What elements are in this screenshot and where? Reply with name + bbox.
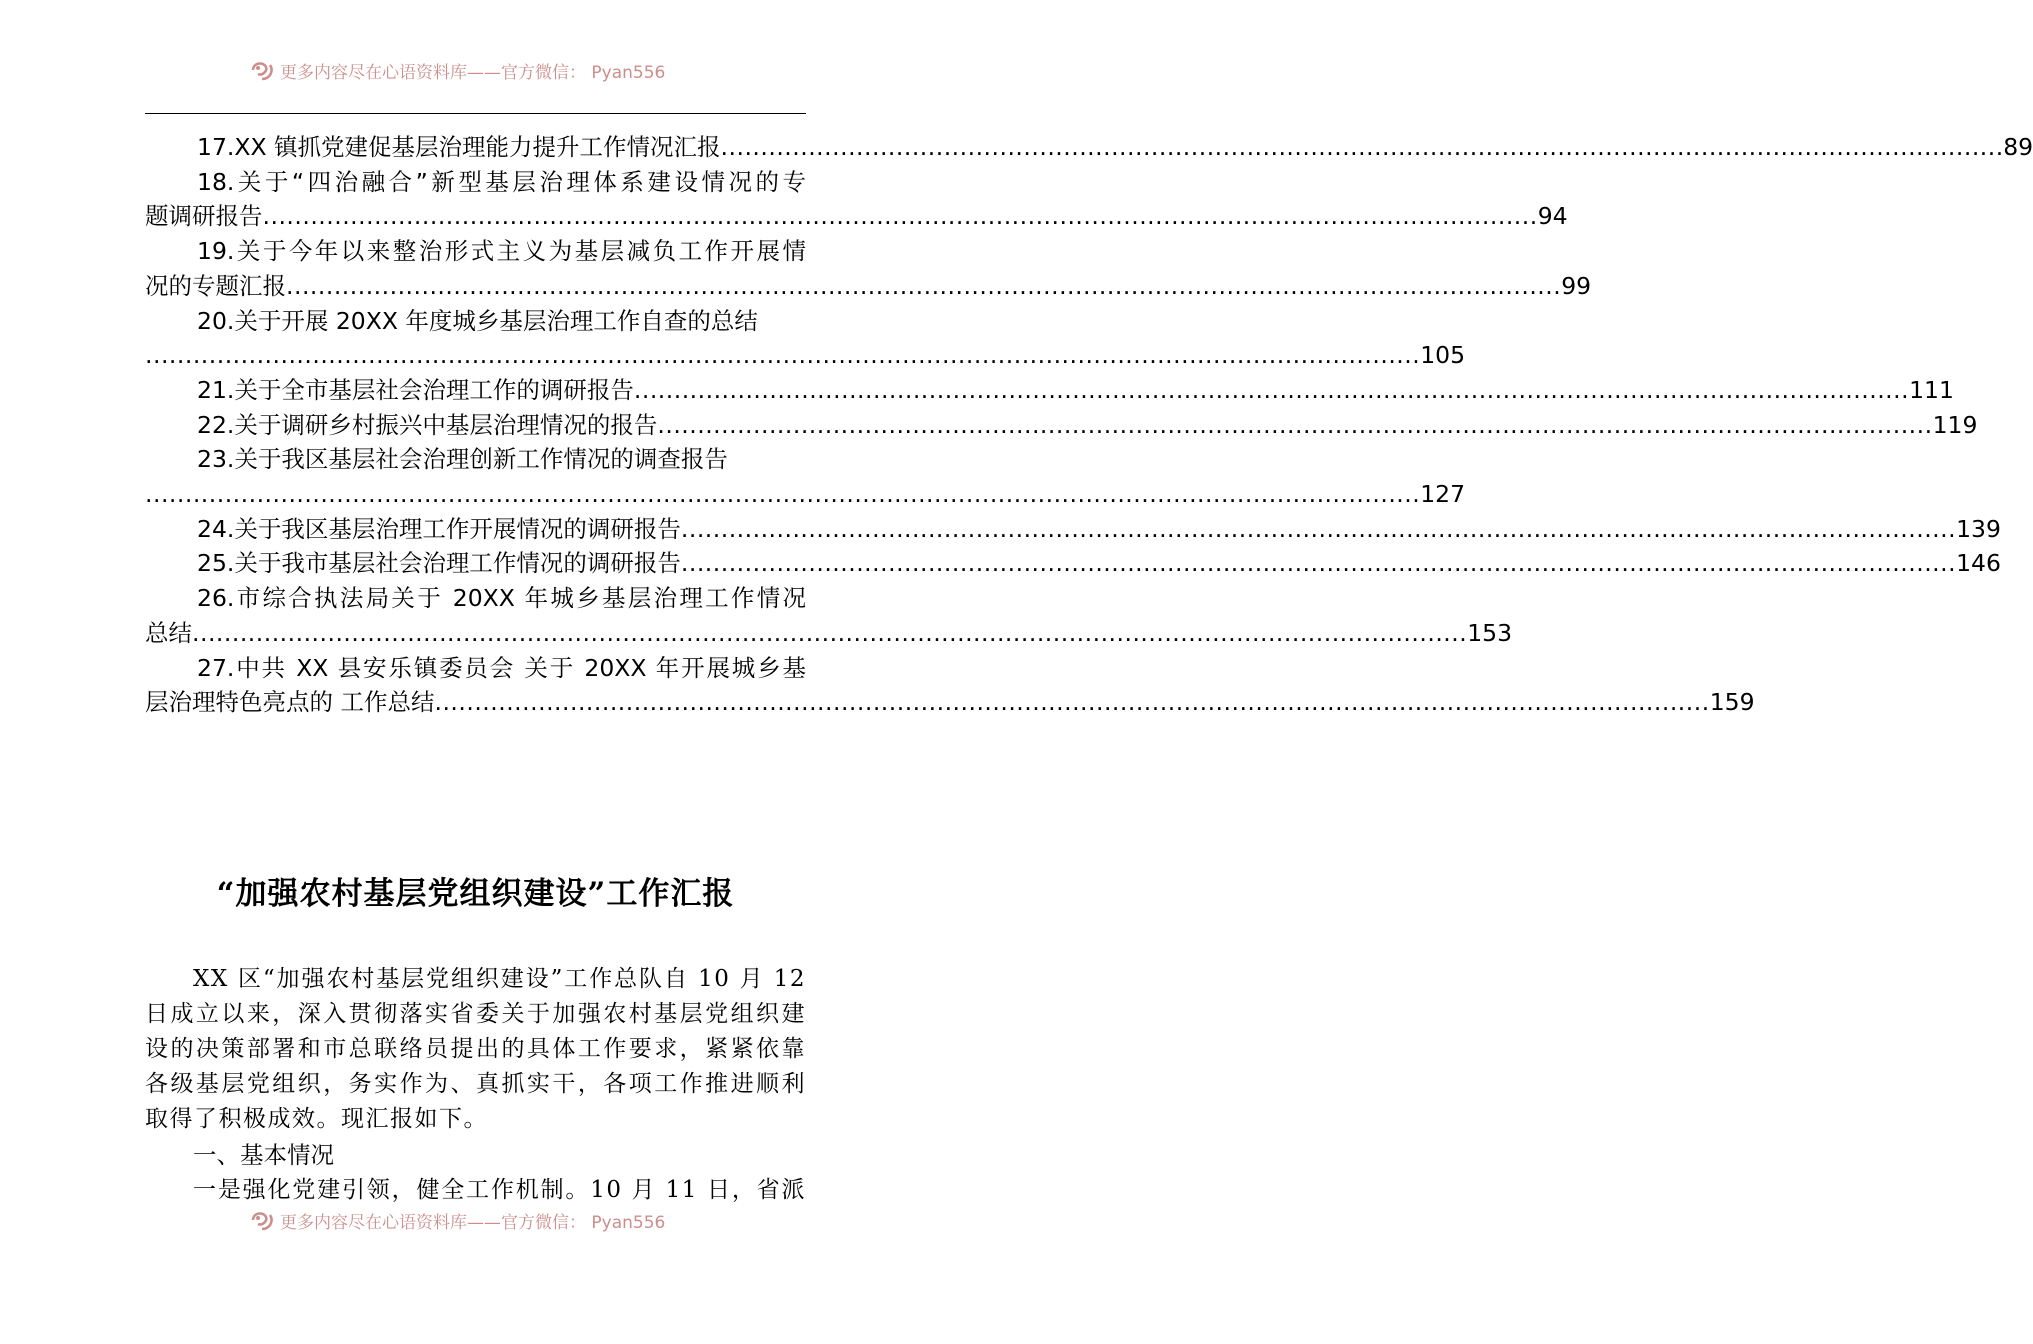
watermark-text: 更多内容尽在心语资料库——官方微信： Pyan556 — [280, 1212, 666, 1233]
toc-entry-title: 27.中共 XX 县安乐镇委员会 关于 20XX 年开展城乡基 — [197, 653, 806, 682]
toc-entry[interactable] — [145, 512, 2001, 547]
toc-page-number: 99 — [1561, 271, 1592, 300]
toc-entry-title-continued: 况的专题汇报 — [145, 271, 286, 300]
toc-page-number: 105 — [1420, 341, 1466, 370]
toc-entry-title: 23.关于我区基层社会治理创新工作情况的调查报告 — [197, 445, 728, 474]
toc-page-number: 119 — [1932, 410, 1978, 439]
toc-leader-dots: ................................................................................................................................................................ — [680, 549, 1957, 578]
header-rule — [145, 113, 806, 114]
body-paragraph-continued: 一是强化党建引领，健全工作机制。10 月 11 日，省派 — [193, 1177, 806, 1203]
logo-icon — [250, 1209, 276, 1231]
toc-entry-title: 17.XX 镇抓党建促基层治理能力提升工作情况汇报 — [197, 133, 721, 161]
toc-page-number: 127 — [1420, 480, 1466, 509]
toc-entry-title: 21.关于全市基层社会治理工作的调研报告 — [197, 375, 634, 404]
toc-entry-title-continued: 题调研报告 — [145, 202, 263, 231]
watermark-footer — [250, 1208, 665, 1232]
document-title: “加强农村基层党组织建设”工作汇报 — [216, 876, 735, 912]
toc-entry[interactable] — [145, 546, 2001, 581]
toc-leader-dots: ................................................................................................................................................................ — [192, 618, 1468, 647]
toc-leader-dots: ................................................................................................................................................................ — [262, 202, 1538, 231]
logo-icon — [250, 59, 276, 81]
toc-leader-dots: ................................................................................................................................................................ — [145, 480, 1421, 509]
toc-entry-title: 20.关于开展 20XX 年度城乡基层治理工作自查的总结 — [197, 306, 758, 335]
toc-entry[interactable] — [145, 304, 1466, 373]
toc-entry[interactable] — [145, 442, 1466, 511]
toc-entry-title: 18.关于“四治融合”新型基层治理体系建设情况的专 — [197, 167, 806, 196]
toc-leader-dots: ................................................................................................................................................................ — [720, 133, 1996, 161]
toc-leader-dots: ................................................................................................................................................................ — [657, 410, 1933, 439]
toc-entry-title: 19.关于今年以来整治形式主义为基层减负工作开展情 — [197, 237, 806, 266]
toc-entry-title-continued: 层治理特色亮点的 工作总结 — [145, 688, 435, 717]
toc-entry[interactable] — [145, 581, 1513, 650]
toc-leader-dots: ................................................................................................................................................................ — [145, 341, 1421, 370]
toc-page-number: 153 — [1467, 618, 1513, 647]
toc-leader-dots: ................................................................................................................................................................ — [286, 271, 1562, 300]
toc-page-number: 94 — [1537, 202, 1568, 231]
table-of-contents — [145, 130, 2033, 720]
toc-entry[interactable] — [145, 651, 1755, 720]
toc-leader-dots: ................................................................................................................................................................ — [633, 375, 1910, 404]
toc-entry-title: 24.关于我区基层治理工作开展情况的调研报告 — [197, 514, 681, 543]
toc-entry-title: 26.市综合执法局关于 20XX 年城乡基层治理工作情况 — [197, 584, 806, 613]
body-paragraph: XX 区“加强农村基层党组织建设”工作总队自 10 月 12 日成立以来，深入贯彻落实省委关于加强农村基层党组织建设的决策部署和市总联络员提出的具体工作要求，紧紧依靠各级基层党组织，务实作为、真抓实干，各项工作推进顺利取得了积极成效。现汇报如下。 — [145, 966, 806, 1132]
toc-entry[interactable] — [145, 234, 1592, 303]
toc-page-number: 159 — [1709, 688, 1755, 717]
toc-entry[interactable] — [145, 165, 1568, 234]
toc-leader-dots: ................................................................................................................................................................ — [680, 514, 1957, 543]
toc-page-number: .89 — [1995, 133, 2033, 161]
toc-page-number: 111 — [1909, 375, 1954, 404]
toc-entry[interactable] — [145, 373, 1954, 408]
toc-entry-title-continued: 总结 — [145, 618, 192, 647]
toc-page-number: 146 — [1956, 549, 2001, 578]
toc-leader-dots: ................................................................................................................................................................ — [434, 688, 1710, 717]
toc-entry-title: 25.关于我市基层社会治理工作情况的调研报告 — [197, 549, 681, 578]
toc-entry[interactable] — [145, 408, 1978, 443]
toc-page-number: 139 — [1956, 514, 2001, 543]
section-heading: 一、基本情况 — [193, 1141, 334, 1169]
toc-entry[interactable] — [145, 130, 2033, 165]
watermark-text: 更多内容尽在心语资料库——官方微信： Pyan556 — [280, 62, 666, 83]
toc-entry-title: 22.关于调研乡村振兴中基层治理情况的报告 — [197, 410, 658, 439]
watermark-header — [250, 58, 665, 82]
